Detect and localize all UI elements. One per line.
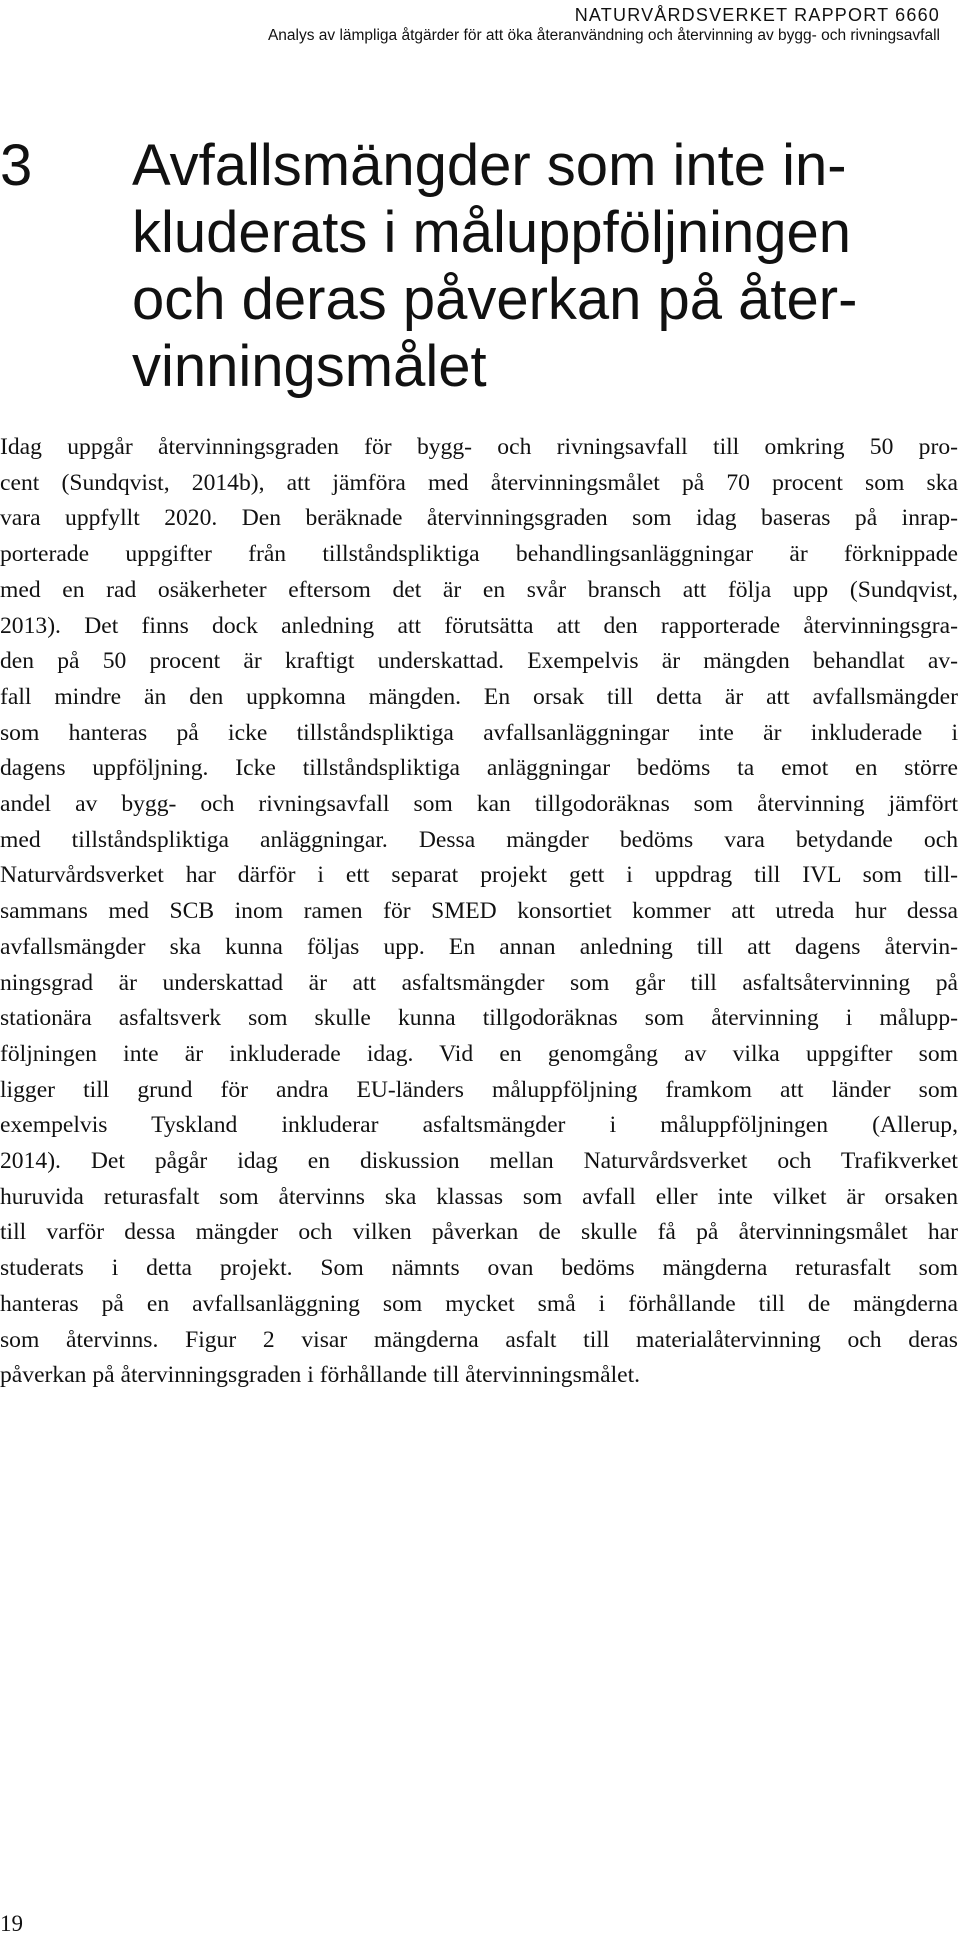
body-line: Idag uppgår återvinningsgraden för bygg- och rivningsavfall till omkring 50 pro- — [0, 434, 958, 460]
running-header — [268, 4, 940, 46]
body-line: Naturvårdsverket har därför i ett separat projekt gett i uppdrag till IVL som till- — [0, 862, 958, 889]
body-line: 2013). Det finns dock anledning att förutsätta att den rapporterade återvinningsgra- — [0, 612, 958, 639]
body-line: fall mindre än den uppkomna mängden. En orsak till detta är att avfallsmängder — [0, 683, 958, 710]
body-line: stationära asfaltsverk som skulle kunna tillgodoräknas som återvinning i målupp- — [0, 1005, 958, 1032]
report-name: NATURVÅRDSVERKET RAPPORT 6660 — [574, 5, 940, 25]
body-line: cent (Sundqvist, 2014b), att jämföra med återvinningsmålet på 70 procent som ska — [0, 469, 958, 496]
body-line: hanteras på en avfallsanläggning som mycket små i förhållande till de mängderna — [0, 1290, 958, 1317]
chapter-number: 3 — [0, 133, 33, 198]
chapter-title — [132, 132, 932, 400]
body-line: med tillståndspliktiga anläggningar. Dessa mängder bedöms vara betydande och — [0, 826, 958, 853]
body-line: andel av bygg- och rivningsavfall som kan tillgodoräknas som återvinning jämfört — [0, 791, 958, 818]
body-line: avfallsmängder ska kunna följas upp. En annan anledning till att dagens återvin- — [0, 933, 958, 960]
body-line: dagens uppföljning. Icke tillståndspliktiga anläggningar bedöms ta emot en större — [0, 755, 958, 782]
body-line: som återvinns. Figur 2 visar mängderna asfalt till materialåtervinning och deras — [0, 1326, 958, 1353]
body-line: den på 50 procent är kraftigt underskattad. Exempelvis är mängden behandlat av- — [0, 648, 958, 675]
body-line: ningsgrad är underskattad är att asfaltsmängder som går till asfaltsåtervinning på — [0, 969, 958, 996]
body-line: som hanteras på icke tillståndspliktiga avfallsanläggningar inte är inkluderade i — [0, 719, 958, 746]
body-paragraph — [0, 430, 958, 1394]
chapter-title-line: och deras påverkan på åter- — [132, 267, 858, 332]
body-line: sammans med SCB inom ramen för SMED konsortiet kommer att utreda hur dessa — [0, 898, 958, 925]
body-line: porterade uppgifter från tillståndspliktiga behandlingsanläggningar är förknippade — [0, 541, 958, 568]
chapter-title-line: kluderats i måluppföljningen — [132, 200, 851, 265]
body-line: till varför dessa mängder och vilken påverkan de skulle få på återvinningsmålet har — [0, 1219, 958, 1246]
body-line: följningen inte är inkluderade idag. Vid en genomgång av vilka uppgifter som — [0, 1040, 958, 1067]
body-line: med en rad osäkerheter eftersom det är en svår bransch att följa upp (Sundqvist, — [0, 576, 958, 603]
body-line: studerats i detta projekt. Som nämnts ovan bedöms mängderna returasfalt som — [0, 1255, 958, 1282]
page-number: 19 — [0, 1911, 23, 1936]
body-line: vara uppfyllt 2020. Den beräknade återvinningsgraden som idag baseras på inrap- — [0, 505, 958, 532]
body-line: huruvida returasfalt som återvinns ska klassas som avfall eller inte vilket är orsaken — [0, 1183, 958, 1210]
body-line: ligger till grund för andra EU-länders måluppföljning framkom att länder som — [0, 1076, 958, 1103]
body-line: påverkan på återvinningsgraden i förhållande till återvinningsmålet. — [0, 1362, 641, 1389]
chapter-title-line: vinningsmålet — [132, 334, 487, 399]
chapter-title-line: Avfallsmängder som inte in- — [132, 133, 847, 198]
body-line: exempelvis Tyskland inkluderar asfaltsmängder i måluppföljningen (Allerup, — [0, 1112, 958, 1139]
body-line: 2014). Det pågår idag en diskussion mellan Naturvårdsverket och Trafikverket — [0, 1148, 958, 1175]
report-subtitle: Analys av lämpliga åtgärder för att öka återanvändning och återvinning av bygg- och rivningsavfall — [267, 27, 940, 44]
